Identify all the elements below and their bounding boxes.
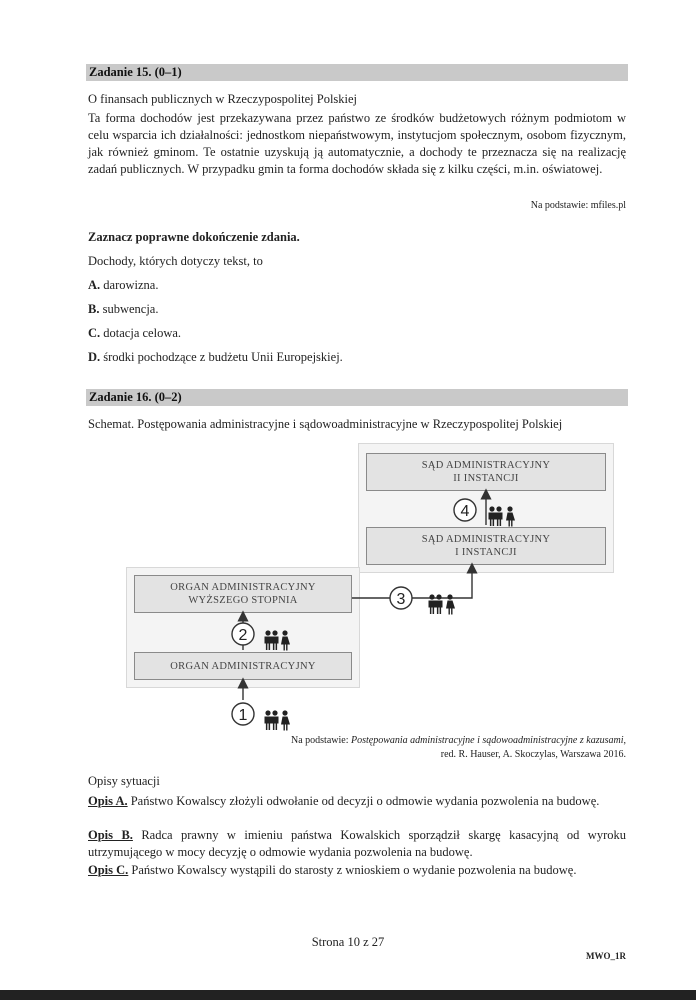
- situation-text: Radca prawny w imieniu państwa Kowalskich sporządził skargę kasacyjną od wyroku utrzymującego w mocy decyzję o odmowie wydania pozwolenia na budowę.: [88, 828, 626, 859]
- task-15-intro-title: O finansach publicznych w Rzeczypospolitej Polskiej: [88, 92, 358, 106]
- situation-text: Państwo Kowalscy złożyli odwołanie od decyzji o odmowie wydania pozwolenia na budowę.: [130, 794, 600, 808]
- exam-code: MWO_1R: [586, 951, 626, 961]
- step-number: 1: [238, 707, 248, 724]
- box-label: II INSTANCJI: [453, 473, 519, 484]
- option-text: subwencja.: [102, 302, 159, 316]
- situation-a: [88, 793, 626, 810]
- bottom-edge: [0, 990, 696, 1000]
- task-16-header: Zadanie 16. (0–2): [86, 389, 628, 406]
- task-15-instruction: Zaznacz poprawne dokończenie zdania.: [88, 230, 300, 244]
- situation-b: [88, 827, 626, 861]
- people-icon: [265, 630, 279, 650]
- task-16-schema-title: Schemat. Postępowania administracyjne i sądowoadministracyjne w Rzeczypospolitej Polskiej: [88, 417, 563, 431]
- step-number: 3: [396, 591, 406, 608]
- option-text: środki pochodzące z budżetu Unii Europejskiej.: [103, 350, 343, 364]
- box-label: ORGAN ADMINISTRACYJNY: [170, 582, 316, 593]
- step-3-group: [390, 587, 455, 615]
- people-icon: [265, 710, 279, 730]
- box-label: WYŻSZEGO STOPNIA: [188, 595, 298, 606]
- situations-title: Opisy sytuacji: [88, 774, 160, 788]
- box-label: I INSTANCJI: [455, 547, 517, 558]
- step-4-group: [454, 499, 515, 527]
- box-label: SĄD ADMINISTRACYJNY: [421, 534, 551, 545]
- step-1-group: [232, 703, 290, 731]
- people-icon: [489, 506, 503, 526]
- people-icon: [506, 506, 515, 526]
- step-number: 4: [460, 503, 470, 520]
- source-prefix: Na podstawie:: [291, 735, 351, 746]
- source-title: Postępowania administracyjne i sądowoadministracyjne z kazusami: [351, 735, 624, 746]
- task-15-source: Na podstawie: mfiles.pl: [530, 200, 626, 211]
- option-text: darowizna.: [103, 278, 159, 292]
- people-icon: [281, 710, 290, 730]
- step-number: 2: [238, 627, 248, 644]
- option-letter: C.: [88, 326, 101, 340]
- option-letter: A.: [88, 278, 101, 292]
- task-15-paragraph: Ta forma dochodów jest przekazywana przez państwo ze środków budżetowych różnym podmiotom w celu wsparcia ich działalności: jednostkom niepaństwowym, instytucjom społecznym, osobom fizycznym, jak również gminom. Te ostatnie uzyskują ją automatycznie, a dochody te przeznacza się na realizację zadań publicznych. W przypadku gmin ta forma dochodów składa się z kilku części, m.in. oświatowej.: [88, 111, 626, 176]
- option-letter: D.: [88, 350, 101, 364]
- situation-label: Opis A.: [88, 794, 128, 808]
- task-15-question: Dochody, których dotyczy tekst, to: [88, 254, 263, 268]
- box-label: SĄD ADMINISTRACYJNY: [421, 460, 551, 471]
- box-label: ORGAN ADMINISTRACYJNY: [170, 660, 316, 672]
- task-15-header: Zadanie 15. (0–1): [86, 64, 628, 81]
- option-text: dotacja celowa.: [103, 326, 182, 340]
- task-16-source-line2: red. R. Hauser, A. Skoczylas, Warszawa 2016.: [440, 749, 626, 760]
- option-letter: B.: [88, 302, 100, 316]
- situation-c: [88, 862, 626, 879]
- situation-label: Opis B.: [88, 828, 133, 842]
- situation-text: Państwo Kowalscy wystąpili do starosty z wnioskiem o wydanie pozwolenia na budowę.: [131, 863, 577, 877]
- people-icon: [281, 630, 290, 650]
- task-16-source: Na podstawie: Postępowania administracyjne i sądowoadministracyjne z kazusami,: [291, 735, 626, 746]
- situation-label: Opis C.: [88, 863, 129, 877]
- arrow-step-3: [352, 568, 472, 598]
- page-number: Strona 10 z 27: [311, 935, 385, 949]
- step-2-group: [232, 623, 290, 651]
